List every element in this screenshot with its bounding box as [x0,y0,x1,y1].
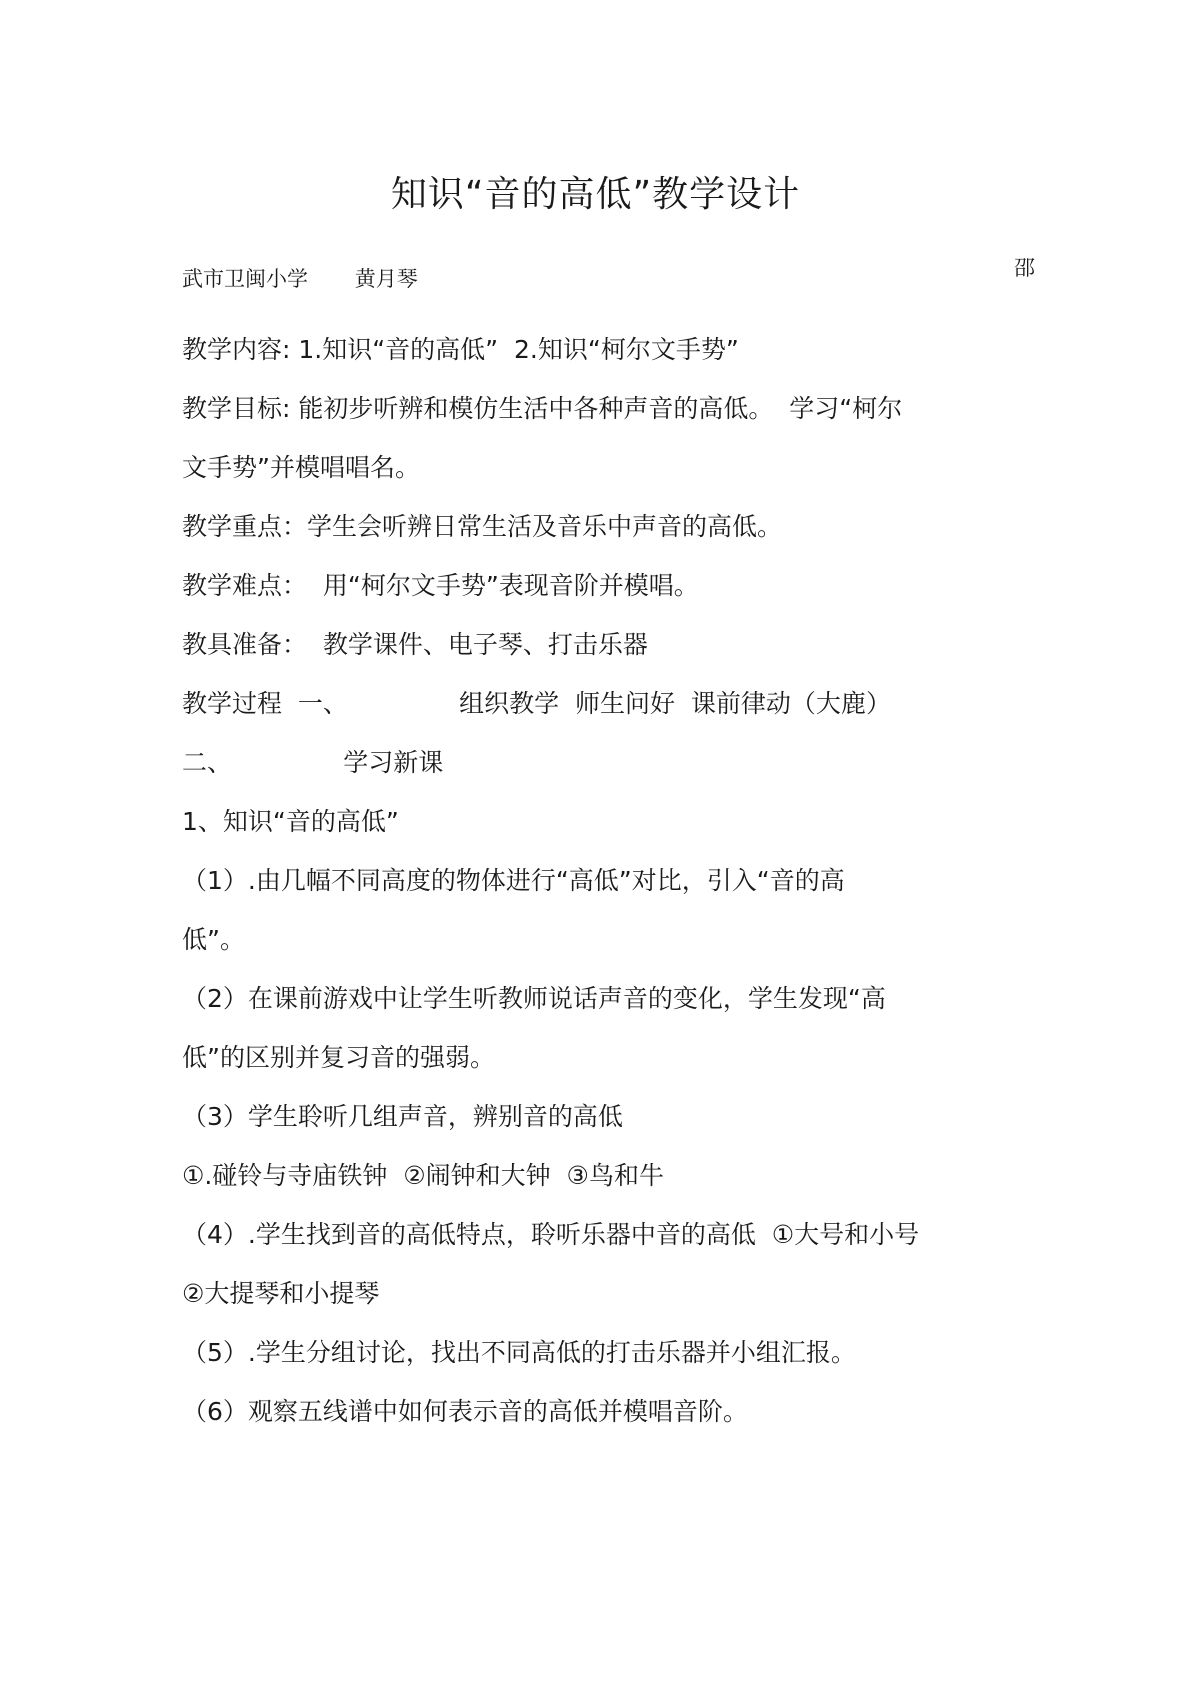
step-3: （3）学生聆听几组声音，辨别音的高低 [182,1102,623,1131]
teaching-process-1: 教学过程 一、 组织教学 师生问好 课前律动（大鹿） [182,689,891,718]
step-2-line-1: （2）在课前游戏中让学生听教师说话声音的变化，学生发现“高 [182,984,886,1013]
step-5: （5）.学生分组讨论，找出不同高低的打击乐器并小组汇报。 [182,1338,856,1367]
step-1-line-2: 低”。 [182,925,245,954]
step-1-line-1: （1）.由几幅不同高度的物体进行“高低”对比，引入“音的高 [182,866,845,895]
teaching-difficulty: 教学难点： 用“柯尔文手势”表现音阶并模唱。 [182,571,699,600]
step-4-line-1: （4）.学生找到音的高低特点，聆听乐器中音的高低 ①大号和小号 [182,1220,920,1249]
section-heading: 1、知识“音的高低” [182,807,399,836]
step-6: （6）观察五线谱中如何表示音的高低并模唱音阶。 [182,1397,748,1426]
step-2-line-2: 低”的区别并复习音的强弱。 [182,1043,495,1072]
teaching-goal-line-1: 教学目标: 能初步听辨和模仿生活中各种声音的高低。 学习“柯尔 [182,394,903,423]
teaching-process-2: 二、 学习新课 [182,748,444,777]
teaching-content: 教学内容: 1.知识“音的高低” 2.知识“柯尔文手势” [182,335,739,364]
author-line: 武市卫闽小学 黄月琴 [182,267,418,291]
step-3-examples: ①.碰铃与寺庙铁钟 ②闹钟和大钟 ③鸟和牛 [182,1161,664,1190]
step-4-line-2: ②大提琴和小提琴 [182,1279,380,1308]
author-prefix: 邵 [1014,256,1035,280]
teaching-tools: 教具准备： 教学课件、电子琴、打击乐器 [182,630,648,659]
document-title: 知识“音的高低”教学设计 [390,174,801,215]
teaching-focus: 教学重点：学生会听辨日常生活及音乐中声音的高低。 [182,512,783,541]
teaching-goal-line-2: 文手势”并模唱唱名。 [182,453,420,482]
